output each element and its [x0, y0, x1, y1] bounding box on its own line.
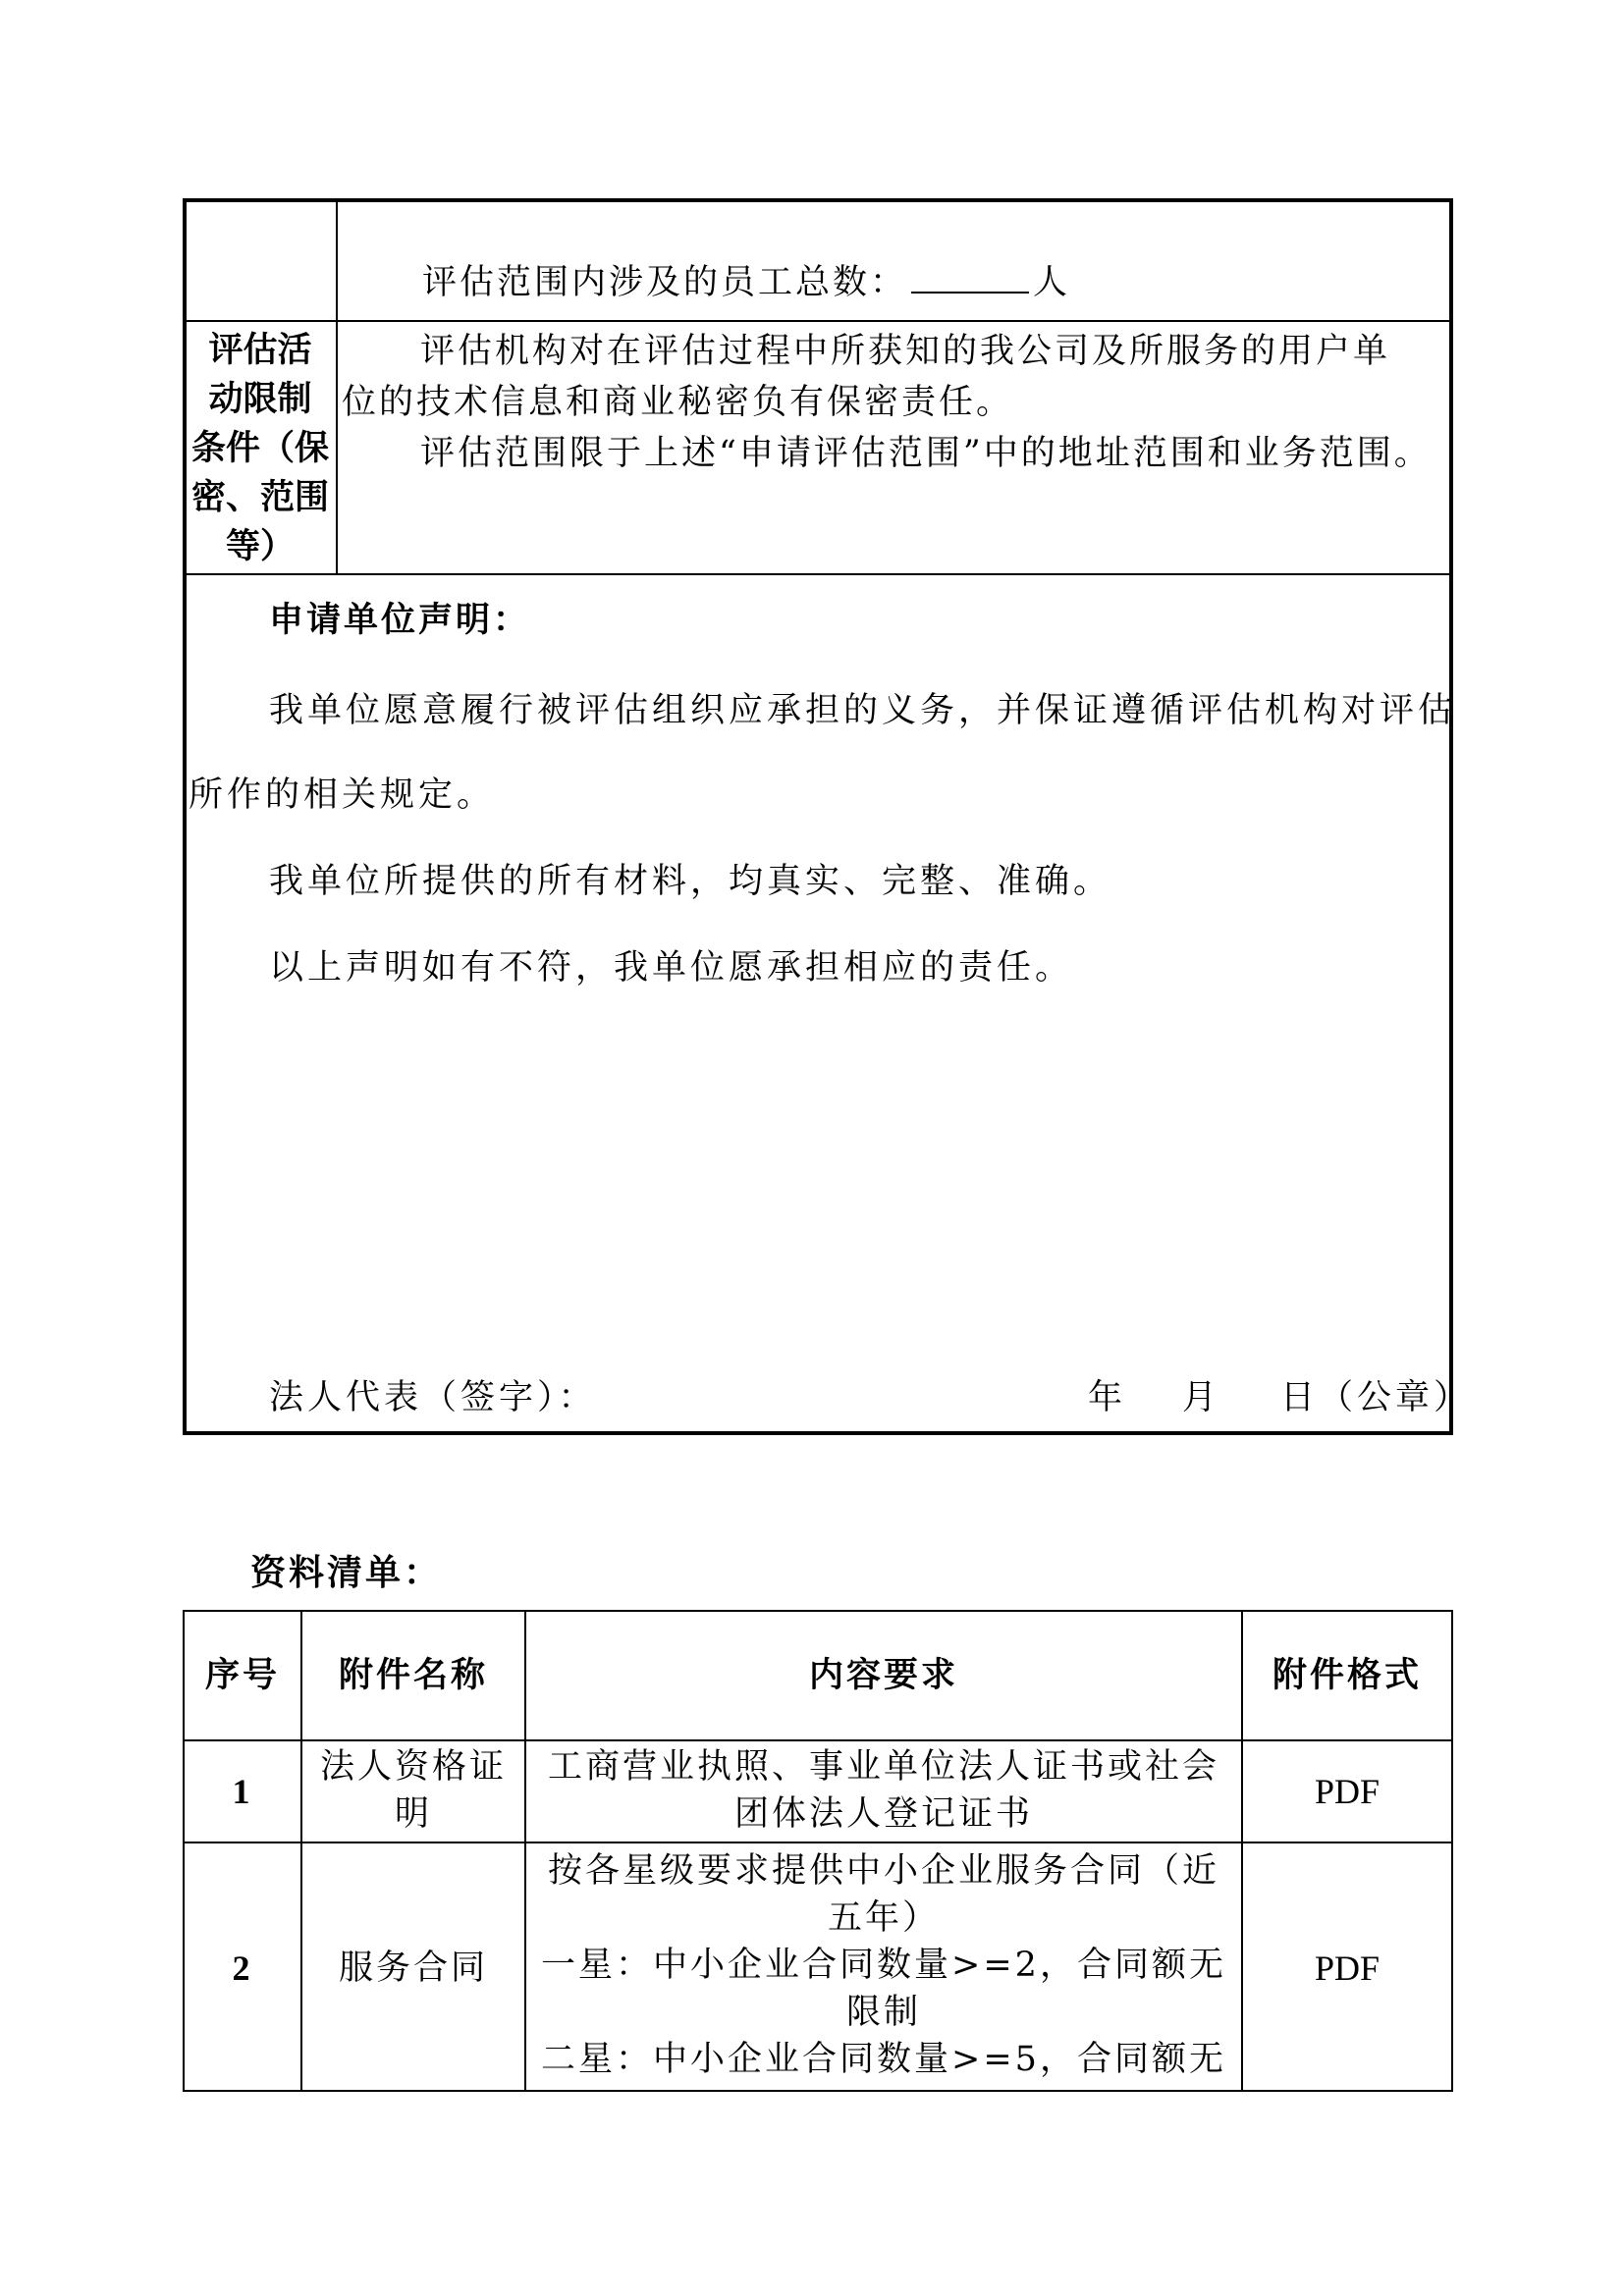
row-2-no: 2 — [232, 1949, 253, 1988]
row-divider — [187, 573, 1449, 575]
application-form-table — [183, 198, 1473, 1435]
materials-table — [183, 1610, 1453, 2092]
restriction-label: 评估活 动限制 条件（保 密、范围 等） — [190, 330, 329, 566]
row-1-name: 法人资格证 明 — [319, 1747, 507, 1834]
materials-list-title: 资料清单： — [250, 1552, 443, 1593]
row-2-format: PDF — [1314, 1949, 1380, 1988]
header-content-requirement: 内容要求 — [808, 1655, 958, 1695]
row-2-name: 服务合同 — [338, 1949, 488, 1988]
row-1-no: 1 — [232, 1772, 253, 1811]
declaration-line-2: 所作的相关规定。 — [189, 775, 496, 815]
declaration-line-4: 以上声明如有不符，我单位愿承担相应的责任。 — [269, 948, 1074, 988]
row-divider — [187, 320, 1449, 322]
staff-count-label: 评估范围内涉及的员工总数： — [422, 263, 908, 302]
declaration-line-3: 我单位所提供的所有材料，均真实、完整、准确。 — [269, 862, 1112, 901]
column-divider — [336, 202, 338, 573]
staff-count-unit: 人 — [1033, 263, 1071, 302]
header-attachment-format: 附件格式 — [1272, 1655, 1422, 1695]
header-no: 序号 — [204, 1655, 280, 1695]
staff-count-row — [422, 257, 1070, 308]
restriction-text-line-2: 位的技术信息和商业秘密负有保密责任。 — [342, 383, 1014, 422]
row-1-content: 工商营业执照、事业单位法人证书或社会 团体法人登记证书 — [547, 1747, 1219, 1834]
row-1-format: PDF — [1314, 1772, 1380, 1811]
header-attachment-name: 附件名称 — [338, 1655, 488, 1695]
date-month: 月 — [1182, 1378, 1221, 1417]
signature-label: 法人代表（签字）： — [269, 1378, 597, 1417]
declaration-line-1: 我单位愿意履行被评估组织应承担的义务，并保证遵循评估机构对评估 — [269, 691, 1457, 730]
row-2-content: 按各星级要求提供中小企业服务合同（近 五年） 一星：中小企业合同数量>=2，合同额无 限制 二星：中小企业合同数量>=5，合同额无 — [541, 1851, 1226, 2079]
declaration-title: 申请单位声明： — [269, 600, 531, 640]
staff-count-blank[interactable] — [911, 262, 1029, 294]
restriction-text-line-1: 评估机构对在评估过程中所获知的我公司及所服务的用户单 — [420, 332, 1391, 371]
date-day-seal: 日（公章） — [1280, 1378, 1473, 1417]
restriction-text-line-3: 评估范围限于上述“申请评估范围”中的地址范围和业务范围。 — [420, 434, 1432, 473]
date-year: 年 — [1088, 1378, 1127, 1417]
